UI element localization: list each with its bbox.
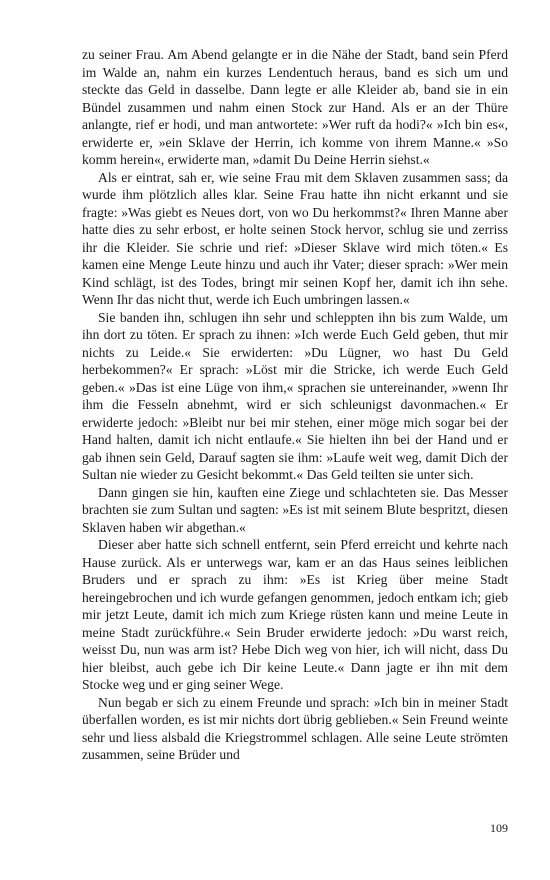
paragraph-4: Dann gingen sie hin, kauften eine Ziege und schlachteten sie. Das Messer brachten sie zum Sultan und sagten: »Es ist mit seinem Blute bespritzt, diesen Sklaven haben wir abgethan.« xyxy=(82,484,508,535)
paragraph-3: Sie banden ihn, schlugen ihn sehr und schleppten ihn bis zum Walde, um ihn dort zu töten. Er sprach zu ihnen: »Ich werde Euch Geld geben, thut mir nichts zu Leide.« Sie erwiderten: »Du Lügner, wo hast Du Geld herbekommen?« Er sprach: »Löst mir die Stricke, ich werde Euch Geld geben.« »Das ist eine Lüge von ihm,« sprachen sie untereinander, »wenn Ihr ihm die Fesseln abnehmt, wird er sich schleunigst davonmachen.« Er erwiderte jedoch: »Bleibt nur bei mir stehen, einer möge mich sogar bei der Hand halten, damit ich nicht entlaufe.« Sie hielten ihn bei der Hand und er gab ihnen sein Geld, Darauf sagten sie ihm: »Laufe weit weg, damit Dich der Sultan nie wieder zu Gesicht bekommt.« Das Geld teilten sie unter sich. xyxy=(82,309,508,482)
paragraph-6: Nun begab er sich zu einem Freunde und sprach: »Ich bin in meiner Stadt überfallen worden, es ist mir nichts dort übrig geblieben.« Sein Freund weinte sehr und liess alsbald die Kriegstrommel schlagen. Alle seine Leute strömten zusammen, seine Brüder und xyxy=(82,694,508,762)
page-number: 109 xyxy=(490,821,508,835)
paragraph-5: Dieser aber hatte sich schnell entfernt, sein Pferd erreicht und kehrte nach Hause zurück. Als er unterwegs war, kam er an das Haus seines leiblichen Bruders und er sprach zu ihm: »Es ist Krieg über meine Stadt hereingebrochen und ich wurde gefangen genommen, jedoch entkam ich; gieb mir jetzt Leute, damit ich mich zum Kriege rüsten kann und meine Leute in meine Stadt zurückführe.« Sein Bruder erwiderte jedoch: »Du warst reich, weisst Du, nun was arm ist? Hebe Dich weg von hier, ich will nicht, dass Du hier bleibst, auch gebe ich Dir keine Leute.« Dann jagte er ihn mit dem Stocke weg und er ging seiner Wege. xyxy=(82,537,508,692)
paragraph-1: zu seiner Frau. Am Abend gelangte er in die Nähe der Stadt, band sein Pferd im Walde an, nahm ein kurzes Lendentuch heraus, band es sich um und steckte das Geld in dasselbe. Dann legte er alle Kleider ab, band sie in ein Bündel zusammen und nahm einen Stock zur Hand. Als er an der Thüre anlangte, rief er hodi, und man antwortete: »Wer ruft da hodi?« »Ich bin es«, erwiderte er, »ein Sklave der Herrin, ich komme von ihrem Manne.« »So komm herein«, erwiderte man, »damit Du Deine Herrin siehst.« xyxy=(82,47,508,167)
page-body xyxy=(82,46,508,764)
paragraph-2: Als er eintrat, sah er, wie seine Frau mit dem Sklaven zusammen sass; da wurde ihm plötzlich alles klar. Seine Frau hatte ihn nicht erkannt und sie fragte: »Was giebt es Neues dort, von wo Du herkommst?« Ihren Manne aber hatte dies zu sehr erbost, er holte seinen Stock hervor, schlug sie und zerriss ihr die Kleider. Sie schrie und rief: »Dieser Sklave wird mich töten.« Es kamen eine Menge Leute hinzu und auch ihr Vater; dieser sprach: »Wer mein Kind schlägt, ist des Todes, bringt mir seinen Kopf her, damit ich ihn sehe. Wenn Ihr das nicht thut, werde ich Euch umbringen lassen.« xyxy=(82,169,508,307)
